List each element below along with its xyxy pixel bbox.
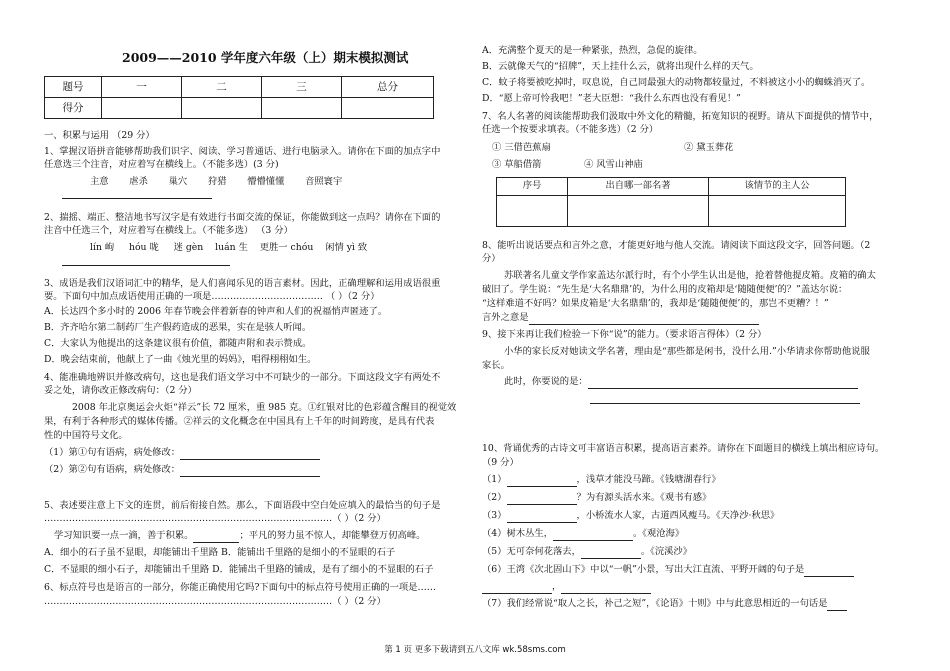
q5-text-a: 学习知识要一点一滴，善于积累。 — [54, 530, 194, 541]
score-cell[interactable] — [262, 98, 342, 119]
q2-pinyin-item: 迷 gèn — [173, 242, 204, 253]
q10-item-post: ，浅草才能没马蹄。《钱塘湖春行》 — [576, 474, 721, 485]
score-header-cell: 总分 — [342, 77, 434, 98]
q10-blank[interactable] — [507, 495, 577, 505]
q3-line1: 3、成语是我们汉语词汇中的精华，是人们喜闻乐见的语言素材。因此，正确理解和运用成语很重 — [44, 278, 441, 289]
q8-para-line1: 苏联著名儿童文学作家盖达尔派行时，有个小学生认出是他，抢着替他提皮箱。皮箱的确太 — [504, 270, 876, 281]
q8-answer-blank[interactable] — [529, 315, 759, 325]
q6-line1: 6、标点符号也是语言的一部分，你能正确使用它吗?下面句中的标点符号使用正确的一项是…… — [44, 582, 437, 593]
q6-option-b: B．云就像天气的“招牌”，天上挂什么云，就将出现什么样的天气。 — [482, 61, 759, 72]
q5-blank[interactable] — [193, 533, 239, 543]
q4-fix1-blank[interactable] — [180, 450, 320, 460]
q9-line1: 9、接下来再让我们检验一下你“说”的能力。（要求语言得体）（2 分） — [482, 329, 767, 340]
q10-item-pre: （5）无可奈何花落去， — [482, 546, 581, 557]
q8-answer-label: 言外之意是 — [482, 312, 529, 323]
q7-answer-cell[interactable] — [497, 196, 568, 227]
q2-answer-line[interactable] — [62, 265, 230, 266]
q2-line1: 2、揣摇、端正、整洁地书写汉字是有效进行书面交流的保证，你能做到这一点吗？请你在下面的 — [44, 212, 441, 223]
q7-table-header: 该情节的主人公 — [709, 178, 846, 196]
q7-line1: 7、名人名著的阅读能帮助我们汲取中外文化的精髓，拓宽知识的视野。请从下面提供的情节中， — [482, 111, 879, 122]
q10-item-7 — [482, 598, 847, 611]
score-header-cell: 二 — [182, 77, 262, 98]
q10-blank[interactable] — [482, 584, 552, 594]
q5-options-cd: C．不显眼的细小石子，却能铺出千里路 D．能铺出千里路的铺成，是有了细小的不显眼的石子 — [44, 564, 434, 575]
q6-option-a: A．充满整个夏天的是一种紧张，热烈，急促的旋律。 — [482, 45, 703, 56]
q2-line2: 注音中任选三个，对应着写在横线上。（不能多选） （3 分） — [44, 225, 293, 236]
q10-item-pre: （3） — [482, 510, 507, 521]
q1-word: 狩猎 — [207, 176, 227, 187]
q10-blank[interactable] — [561, 584, 651, 594]
q4-para-line1: 2008 年北京奥运会火炬“祥云”长 72 厘米，重 985 克。①红银对比的色彩蕴含醒目的视觉效 — [72, 402, 457, 413]
q2-pinyin-item: 闲情 yì 致 — [325, 242, 368, 253]
page-title: 2009——2010 学年度六年级（上）期末模拟测试 — [122, 50, 409, 65]
q1-word: 主意 — [90, 176, 109, 187]
q7-table — [496, 177, 846, 227]
q3-option-a: A．长达四个多小时的 2006 年春节晚会伴着新春的钟声和人们的祝福悄声匿迹了。 — [44, 306, 388, 317]
q2-pinyin — [90, 242, 367, 255]
q4-line2: 妥之处，请你改正修改病句：（2 分） — [44, 385, 197, 396]
q10-blank[interactable] — [581, 549, 641, 559]
q9-answer-line-2[interactable] — [590, 403, 860, 404]
q5-text — [54, 530, 425, 543]
q4-fix2 — [44, 464, 320, 477]
score-cell[interactable] — [102, 98, 182, 119]
q8-para-line2: 破旧了。学生说：“先生是‘大名鼎鼎’的，为什么用的皮箱却是‘随随便便’的？”盖达尔说： — [482, 284, 848, 295]
score-header-cell: 题号 — [45, 77, 102, 98]
score-header-cell: 一 — [102, 77, 182, 98]
q10-blank[interactable] — [553, 531, 633, 541]
score-cell[interactable] — [342, 98, 434, 119]
q1-word: 音照寰宇 — [305, 176, 343, 187]
q10-item-post: ？为有源头活水来。《观书有感》 — [576, 492, 712, 503]
q9-answer-blank[interactable] — [588, 379, 858, 389]
q10-line2: （9 分） — [482, 457, 519, 468]
q10-item-pre: （6）王湾《次北固山下》中以“一帆”小景，写出大江直流、平野开阔的句子是 — [482, 564, 805, 575]
q10-item-post: 。《浣溪沙》 — [640, 546, 693, 557]
q2-pinyin-item: luán 生 — [215, 242, 248, 253]
q2-pinyin-item: lín 岣 — [90, 242, 115, 253]
q3-option-c: C．大家认为他提出的这条建议很有价值，都随声附和表示赞成。 — [44, 338, 312, 349]
q7-table-header-row — [497, 178, 846, 196]
q1-word: 虐杀 — [129, 176, 148, 187]
q7-item: ① 三借芭蕉扇 — [492, 142, 551, 153]
q2-pinyin-item: hóu 咙 — [128, 242, 159, 253]
q7-item: ④ 风雪山神庙 — [584, 159, 643, 170]
q10-item-5 — [482, 546, 692, 559]
q10-blank[interactable] — [507, 477, 577, 487]
q1-word: 懵懵懂懂 — [247, 176, 285, 187]
q4-para-line3: 性的中国符号文化。 — [44, 430, 128, 441]
q10-item-1 — [482, 474, 721, 487]
q10-item-pre: （2） — [482, 492, 507, 503]
q9-para-line1: 小华的家长反对她读文学名著，理由是“那些都是闲书，没什么用.”小华请求你帮助他说服 — [504, 346, 870, 357]
q5-line2: …………………………………………………………………………………（ ）（2 分） — [44, 513, 386, 524]
q1-word: 巢穴 — [168, 176, 188, 187]
q1-line2: 任意选三个注音，对应着写在横线上。（不能多选）(3 分) — [44, 159, 279, 170]
q4-fix1 — [44, 447, 320, 460]
q10-item-6-sep: ， — [552, 581, 562, 592]
q1-line1: 1、掌握汉语拼音能够帮助我们识字、阅读、学习普通话、进行电脑录入。请你在下面的加点字中 — [44, 146, 441, 157]
q9-answer-label: 此时，你要说的是： — [504, 376, 588, 387]
q7-table-header: 出自哪一部名著 — [568, 178, 709, 196]
q8-answer — [482, 312, 759, 325]
score-table — [44, 76, 434, 119]
score-table-header-row — [45, 77, 434, 98]
q10-item-post: ，小桥流水人家，古道西风瘦马。《天净沙·秋思》 — [576, 510, 780, 521]
q10-item-6 — [482, 564, 854, 577]
q4-fix1-label: （1）第①句有语病，病处修改： — [44, 447, 181, 458]
q4-fix2-blank[interactable] — [180, 467, 320, 477]
score-header-cell: 三 — [262, 77, 342, 98]
section-heading: 一、积累与运用 （29 分） — [44, 130, 155, 141]
score-table-score-row — [45, 98, 434, 119]
q4-line1: 4、能准确地辨识并修改病句，这也是我们语文学习中不可缺少的一部分。下面这段文字有两处不 — [44, 372, 441, 383]
q5-text-b: ；平凡的努力虽不惊人，却能攀登万仞高峰。 — [239, 530, 426, 541]
q10-item-pre: （7）我们经常说“取人之长，补己之短”，《论语》十则》中与此意思相近的一句话是 — [482, 598, 828, 609]
q10-item-2 — [482, 492, 711, 505]
q10-item-pre: （4）树木丛生， — [482, 528, 553, 539]
q6-line2: …………………………………………………………………………………（ ）（2 分） — [44, 596, 386, 607]
q10-item-pre: （1） — [482, 474, 507, 485]
q3-line2: 要。下面句中加点成语使用正确的一项是……………………………… （ ）（2 分） — [44, 291, 380, 302]
q8-para-line3: “这样难道不好吗？如果皮箱是‘大名鼎鼎’的，我却是‘随随便便’的，那岂不更糟？！” — [482, 298, 829, 309]
q10-line1: 10、背诵优秀的古诗文可丰富语言积累，提高语言素养。请你在下面题目的横线上填出相应诗句。 — [482, 443, 885, 454]
q1-answer-line[interactable] — [62, 198, 212, 199]
q2-pinyin-item: 更胜一 chóu — [259, 242, 314, 253]
q9-answer — [504, 376, 858, 389]
q10-item-post: 。《观沧海》 — [633, 528, 685, 539]
q10-item-6-cont — [482, 581, 651, 594]
q7-table-answer-row — [497, 196, 846, 227]
q4-para-line2: 果，有利于各种形式的媒体传播。②祥云的文化概念在中国具有上千年的时间跨度，是具有代表 — [44, 416, 435, 427]
q5-line1: 5、表述要注意上下文的连贯，前后衔接自然。那么，下面语段中空白处应填入的最恰当的句子是 — [44, 500, 441, 511]
score-row-label: 得分 — [45, 98, 102, 119]
q1-words — [90, 176, 342, 189]
q3-option-b: B．齐齐哈尔第二制药厂生产假药造成的恶果，实在是骇人听闻。 — [44, 322, 312, 333]
q10-item-3 — [482, 510, 779, 523]
q5-options-ab: A．细小的石子虽不显眼，却能铺出千里路 B．能铺出千里路的是细小的不显眼的石子 — [44, 547, 396, 558]
q7-table-header: 序号 — [497, 178, 568, 196]
score-cell[interactable] — [182, 98, 262, 119]
q6-option-d: D．“愿上帝可怜我吧！”老大臣想：“我什么东西也没有看见！” — [482, 93, 741, 104]
q6-option-c: C．蚊子将要被吃掉时，叹息说，自己同最强大的动物都较量过，不料被这小小的蜘蛛消灭了。 — [482, 77, 871, 88]
q8-line2: 分） — [482, 253, 501, 264]
q7-answer-cell[interactable] — [568, 196, 709, 227]
q3-option-d: D．晚会结束前，他献上了一曲《烛光里的妈妈》，唱得栩栩如生。 — [44, 354, 317, 365]
q4-fix2-label: （2）第②句有语病，病处修改： — [44, 464, 181, 475]
q8-line1: 8、能听出说话要点和言外之意，才能更好地与他人交流。请阅读下面这段文字，回答问题。（2 — [482, 240, 871, 251]
q10-blank[interactable] — [804, 567, 854, 577]
q7-line2: 任选一个按要求填表。（不能多选）（2 分） — [482, 124, 659, 135]
page-footer: 第 1 页 更多下载请到五八文库 wk.58sms.com — [384, 645, 566, 655]
q7-item: ③ 草船借箭 — [492, 159, 542, 170]
q10-blank[interactable] — [507, 513, 577, 523]
q9-para-line2: 家长。 — [482, 360, 510, 371]
q7-item: ② 黛玉葬花 — [684, 142, 734, 153]
q10-item-4 — [482, 528, 684, 541]
q7-answer-cell[interactable] — [709, 196, 846, 227]
q10-blank[interactable] — [827, 601, 847, 611]
